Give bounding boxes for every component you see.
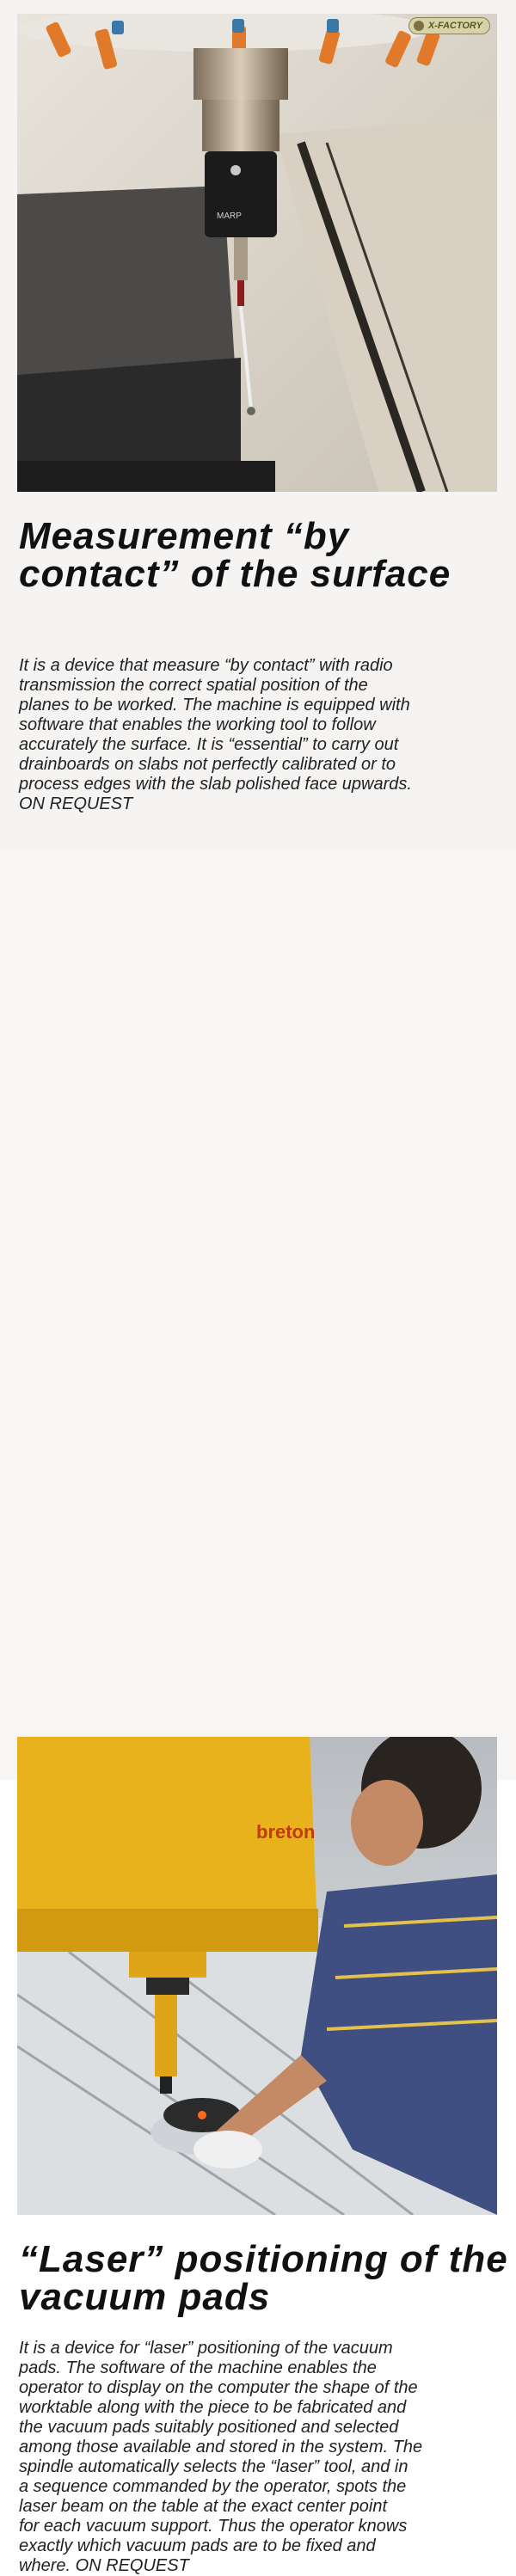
svg-text:MARP: MARP (217, 212, 242, 221)
section-measurement (0, 0, 516, 851)
contact-probe-illustration (17, 14, 497, 492)
laser-positioning-photo (17, 1737, 497, 2215)
section-body-laser: It is a device for “laser” positioning of the vacuum pads. The software of the machine enables the operator to display on the computer the shape of the worktable along with the piece to be fabricated and the vacuum pads suitably positioned and selected among those available and stored in the system. The spindle automatically selects the “laser” tool, and in a sequence commanded by the operator, spots the laser beam on the table at the exact center point for each vacuum support. Thus the operator knows exactly which vacuum pads are to be fixed and where. ON REQUEST (19, 2339, 423, 2575)
section-title-laser: “Laser” positioning of the vacuum pads (19, 2238, 508, 2318)
section-title-measurement: Measurement “by contact” of the surface (19, 515, 452, 595)
contact-probe-photo (17, 14, 497, 492)
section-laser (0, 851, 516, 2575)
machine-brand-label: breton (256, 1821, 316, 1843)
section-body-measurement: It is a device that measure “by contact” with radio transmission the correct spatial position of the planes to be worked. The machine is equipped with software that enables the working tool to follow accurately the surface. It is “essential” to carry out drainboards on slabs not perfectly calibrated or to process edges with the slab polished face upwards. ON REQUEST (19, 656, 412, 813)
x-factory-badge: X-FACTORY (408, 17, 490, 34)
laser-positioning-illustration (17, 1737, 497, 2215)
